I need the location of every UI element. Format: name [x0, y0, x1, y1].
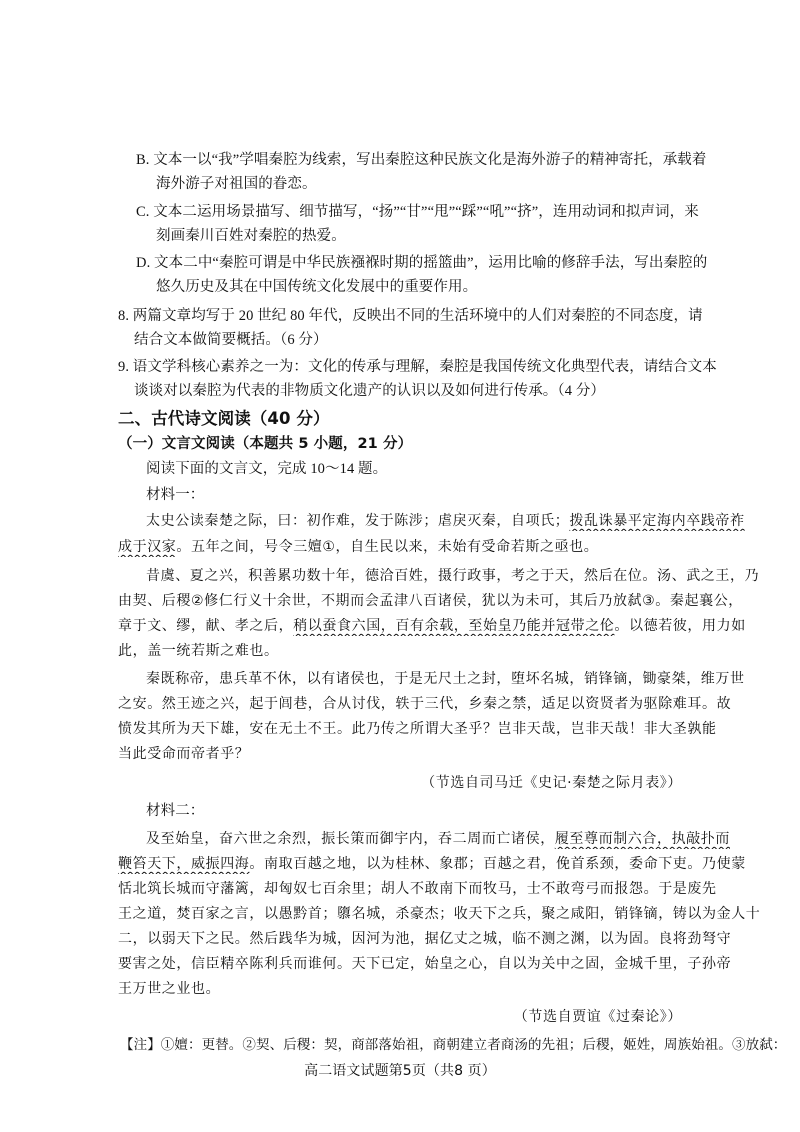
- material1-underlined-sentence-b: 成于汉家: [118, 539, 177, 555]
- option-c-line2: 刻画秦川百姓对秦腔的热爱。: [156, 228, 346, 244]
- footnote: 【注】①嬗：更替。②契、后稷：契，商部落始祖，商朝建立者商汤的先祖；后稷，姬姓，周族始祖。③放弑：: [120, 1037, 787, 1052]
- section-title: 二、古代诗文阅读（40 分）: [118, 409, 330, 428]
- question-9-line1: 9. 语文学科核心素养之一为：文化的传承与理解，秦腔是我国传统文化典型代表，请结合文本: [118, 359, 717, 375]
- option-d-line2: 悠久历史及其在中国传统文化发展中的重要作用。: [156, 279, 478, 295]
- option-b-line1: B. 文本一以“我”学唱秦腔为线索，写出秦腔这种民族文化是海外游子的精神寄托，承载着: [136, 152, 707, 168]
- material2-line2: [118, 854, 746, 874]
- material1-p3-line3: 愤发其所为天下雄，安在无土不王。此乃传之所谓大圣乎？岂非天哉，岂非天哉！非大圣孰能: [118, 721, 717, 737]
- question-8-line2: 结合文本做简要概括。（6 分）: [134, 332, 328, 348]
- material1-p2-line3-text-c: 。以德若彼，用力如: [614, 618, 746, 634]
- option-d-line1: D. 文本二中“秦腔可谓是中华民族襁褓时期的摇篮曲”，运用比喻的修辞手法，写出秦腔的: [136, 255, 708, 271]
- material2-line1-text: 及至始皇，奋六世之余烈，振长策而御宇内，吞二周而亡诸侯，: [146, 831, 555, 847]
- question-8-line1: 8. 两篇文章均写于 20 世纪 80 年代，反映出不同的生活环境中的人们对秦腔的不同态度，请: [118, 308, 703, 324]
- section-subtitle: （一）文言文阅读（本题共 5 小题，21 分）: [118, 436, 413, 452]
- material2-line2-text: 。南取百越之地，以为桂林、象郡；百越之君，俛首系颈，委命下吏。乃使蒙: [249, 856, 746, 872]
- material1-p1-line1-text: 太史公读秦楚之际，曰：初作难，发于陈涉；虐戾灭秦，自项氏；: [146, 513, 570, 529]
- material2-label: 材料二：: [146, 803, 205, 819]
- material1-p2-line4: 此，盖一统若斯之难也。: [118, 643, 279, 659]
- material1-source: （节选自司马迁《史记·秦楚之际月表》）: [421, 775, 682, 791]
- material1-p1-line2-text: 。五年之间，号令三嬗①，自生民以来，未始有受命若斯之亟也。: [176, 539, 599, 555]
- material2-line3: 恬北筑长城而守藩篱，却匈奴七百余里；胡人不敢南下而牧马，士不敢弯弓而报怨。于是废先: [118, 881, 717, 897]
- material1-p2-line1: 昔虞、夏之兴，积善累功数十年，德洽百姓，摄行政事，考之于天，然后在位。汤、武之王，乃: [146, 568, 760, 584]
- material2-line5: 二，以弱天下之民。然后践华为城，因河为池，据亿丈之城，临不测之渊，以为固。良将劲弩守: [118, 931, 732, 947]
- question-9-line2: 谈谈对以秦腔为代表的非物质文化遗产的认识以及如何进行传承。（4 分）: [134, 383, 606, 399]
- material1-underlined-sentence-c: 稍以蚕食六国，百有余载，至始皇乃能并冠带之伦: [293, 618, 615, 634]
- material1-p2-line2: 由契、后稷②修仁行义十余世，不期而会孟津八百诸侯，犹以为未可，其后乃放弑③。秦起襄公，: [118, 593, 743, 609]
- material1-p1-line1: [146, 511, 745, 531]
- option-b-line2: 海外游子对祖国的眷恋。: [156, 176, 317, 192]
- material1-p3-line2: 之安。然王迹之兴，起于闾巷，合从讨伐，轶于三代，乡秦之禁，适足以资贤者为驱除难耳。故: [118, 696, 732, 712]
- material2-source: （节选自贾谊《过秦论》）: [513, 1009, 682, 1025]
- material1-p1-line2: [118, 537, 598, 557]
- page-footer: 高二语文试题第5页（共8 页）: [304, 1063, 496, 1079]
- material2-underlined-sentence-b: 鞭笞天下，威振四海: [118, 856, 250, 872]
- material1-p3-line4: 当此受命而帝者乎？: [118, 746, 250, 762]
- option-c-line1: C. 文本二运用场景描写、细节描写，“扬”“甘”“甩”“踩”“吼”“挤”，连用动词和拟声词，来: [136, 204, 699, 220]
- material1-p2-line3-text-a: 章于文、缪，献、孝之后，: [118, 618, 294, 634]
- material2-line6: 要害之处，信臣精卒陈利兵而谁何。天下已定，始皇之心，自以为关中之固，金城千里，子孙帝: [118, 956, 732, 972]
- material2-underlined-sentence-a: 履至尊而制六合，执敲扑而: [554, 831, 731, 847]
- material1-p3-line1: 秦既称帝，患兵革不休，以有诸侯也，于是无尺土之封，堕坏名城，销锋镝，锄豪桀，维万世: [146, 671, 745, 687]
- material2-line4: 王之道，焚百家之言，以愚黔首；隳名城，杀豪杰；收天下之兵，聚之咸阳，销锋镝，铸以为金人十: [118, 906, 761, 922]
- material1-label: 材料一：: [146, 487, 205, 503]
- material2-line7: 王万世之业也。: [118, 981, 221, 997]
- material2-line1: [146, 829, 730, 849]
- section-instruction: 阅读下面的文言文，完成 10～14 题。: [146, 461, 388, 477]
- material1-underlined-sentence-a: 拨乱诛暴平定海内卒践帝祚: [569, 513, 745, 529]
- material1-p2-line3: [118, 616, 746, 636]
